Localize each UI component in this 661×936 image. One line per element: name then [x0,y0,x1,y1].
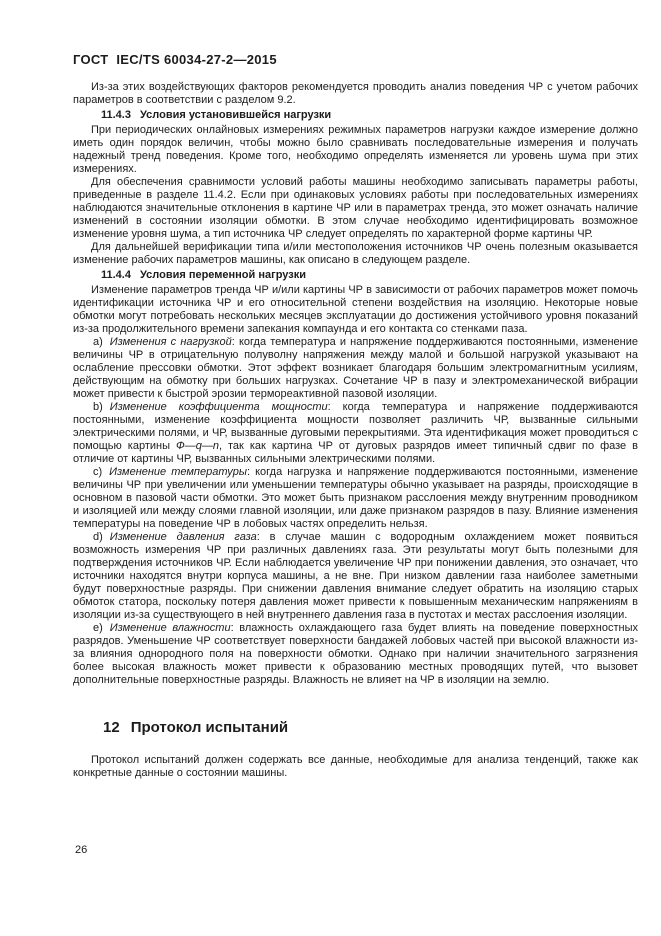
section-heading-12 [73,718,638,737]
section-number: 12 [103,719,120,736]
list-item-text: : когда температура и напряжение поддерживаются постоянными, изменение величины ЧР в отрицательную полуволну напряжения между малой и большой нагрузкой указывают на ослабление прессовки обмотки. Этот эффект возникает благодаря большим электромагнитным усилиям, действующим на обмотку при больших нагрузках. Сочетание ЧР в пазу и электромеханической вибрации может привести к быстрой эрозии термореактивной пазовой изоляции. [73,336,638,400]
list-item-text: : в случае машин с водородным охлаждением может появиться возможность измерения ЧР при различных давлениях газа. Эти результаты могут быть полезными для подтверждения источников ЧР. Если наблюдается увеличение ЧР при понижении давления, это означает, что источники находятся внутри корпуса машины, а не вне. При низком давлении газа наиболее заметными будут поверхностные разряды. При снижении давления внимание следует обратить на изоляцию старых обмоток статора, поскольку потеря давления может привести к повышенным механическим напряжениям в изоляции из-за существующего в ней внутреннего давления газа в пустотах и местах расслоения изоляции. [73,531,638,621]
phi-q-n-formula: Ф—q—n [175,440,219,452]
list-item-label: c) [93,466,103,478]
paragraph: Протокол испытаний должен содержать все данные, необходимые для анализа тенденций, также как конкретные данные о состоянии машины. [73,754,638,779]
list-item-text: : когда температура и напряжение поддерживаются постоянными, изменение коэффициента мощности позволяет различить ЧР, вызванные сильными электрическими полями, и ЧР, вызванные дуговыми перекрытиями. Эта идентификация может проводиться с помощью картины [73,401,638,452]
list-item-c [73,466,638,531]
list-item-term: Изменение температуры [109,466,247,478]
list-item-label: b) [93,401,103,413]
list-item-term: Изменение давления газа [109,531,257,543]
document-body [73,81,638,780]
list-item-b [73,401,638,466]
list-item-text: : влажность охлаждающего газа будет влиять на поведение поверхностных разрядов. Уменьшение ЧР соответствует поверхности бандажей лобовых частей при высокой влажности из-за влияния однородного поля на поверхности обмотки. Однако при наличии значительного загрязнения более высокая влажность может привести к образованию местных проводящих путей, что вызовет дополнительные поверхностные разряды. Влажность не влияет на ЧР в изоляции на землю. [73,622,639,686]
clause-title: Условия установившейся нагрузки [139,109,332,121]
list-item-text: : когда нагрузка и напряжение поддерживаются постоянными, изменение величины ЧР при увеличении или уменьшении температуры обычно указывает на разряды, происходящие в основном в пазовой части обмотки. Это может быть признаком расслоения между внутренним проводником и изоляцией или между слоями главной изоляции, или даже признаком разрядов в пазу. Влияние изменения температуры на поведение ЧР в лобовых частях определить нельзя. [73,466,638,530]
list-item-label: d) [93,531,103,543]
clause-heading-11-4-4 [73,269,638,282]
list-item-text: , так как картина ЧР от дуговых разрядов имеет типичный сдвиг по фазе в отличие от картины ЧР, вызванных сильными электрическими полями. [73,440,638,465]
clause-heading-11-4-3 [73,109,638,122]
list-item-label: a) [93,336,103,348]
paragraph: При периодических онлайновых измерениях режимных параметров нагрузки каждое измерение должно иметь один порядок величин, чтобы можно было сравнивать последовательные измерения и получать надежный тренд поведения. Кроме того, необходимо определять изменяется ли уровень шума при этих измерениях. [73,124,638,175]
list-item-term: Изменения с нагрузкой [109,336,232,348]
list-item-label: e) [93,622,103,634]
page-number: 26 [75,844,88,856]
paragraph: Изменение параметров тренда ЧР и/или картины ЧР в зависимости от рабочих параметров может помочь идентификации источника ЧР и его относительной степени воздействия на изоляцию. Некоторые новые обмотки могут потребовать нескольких месяцев эксплуатации до достижения устойчивого уровня показаний из-за продолжительного времени запекания компаунда и его контакта со стенками паза. [73,284,638,335]
running-header: ГОСТ IEC/TS 60034-27-2—2015 [73,52,277,67]
list-item-term: Изменение коэффициента мощности [109,401,328,413]
list-item-d [73,531,638,622]
paragraph-intro: Из-за этих воздействующих факторов рекомендуется проводить анализ поведения ЧР с учетом рабочих параметров в соответствии с разделом 9.2. [73,81,638,106]
list-item-e [73,622,638,687]
clause-title: Условия переменной нагрузки [139,269,306,281]
section-title: Протокол испытаний [130,719,289,736]
clause-number: 11.4.4 [101,269,131,281]
list-item-term: Изменение влажности [109,622,231,634]
list-item-a [73,336,638,401]
clause-number: 11.4.3 [101,109,131,121]
paragraph: Для дальнейшей верификации типа и/или местоположения источников ЧР очень полезным оказывается изменение рабочих параметров машины, как описано в следующем разделе. [73,241,638,266]
paragraph: Для обеспечения сравнимости условий работы машины необходимо записывать параметры работы, приведенные в разделе 11.4.2. Если при одинаковых условиях работы при последовательных измерениях наблюдаются значительные отклонения в картине ЧР или в параметрах тренда, это может означать наличие изменений в состоянии изоляции обмотки. В этом случае необходимо идентифицировать возможное изменение уровня шума, а тип источника ЧР следует определять по характерной форме картины ЧР. [73,176,638,240]
